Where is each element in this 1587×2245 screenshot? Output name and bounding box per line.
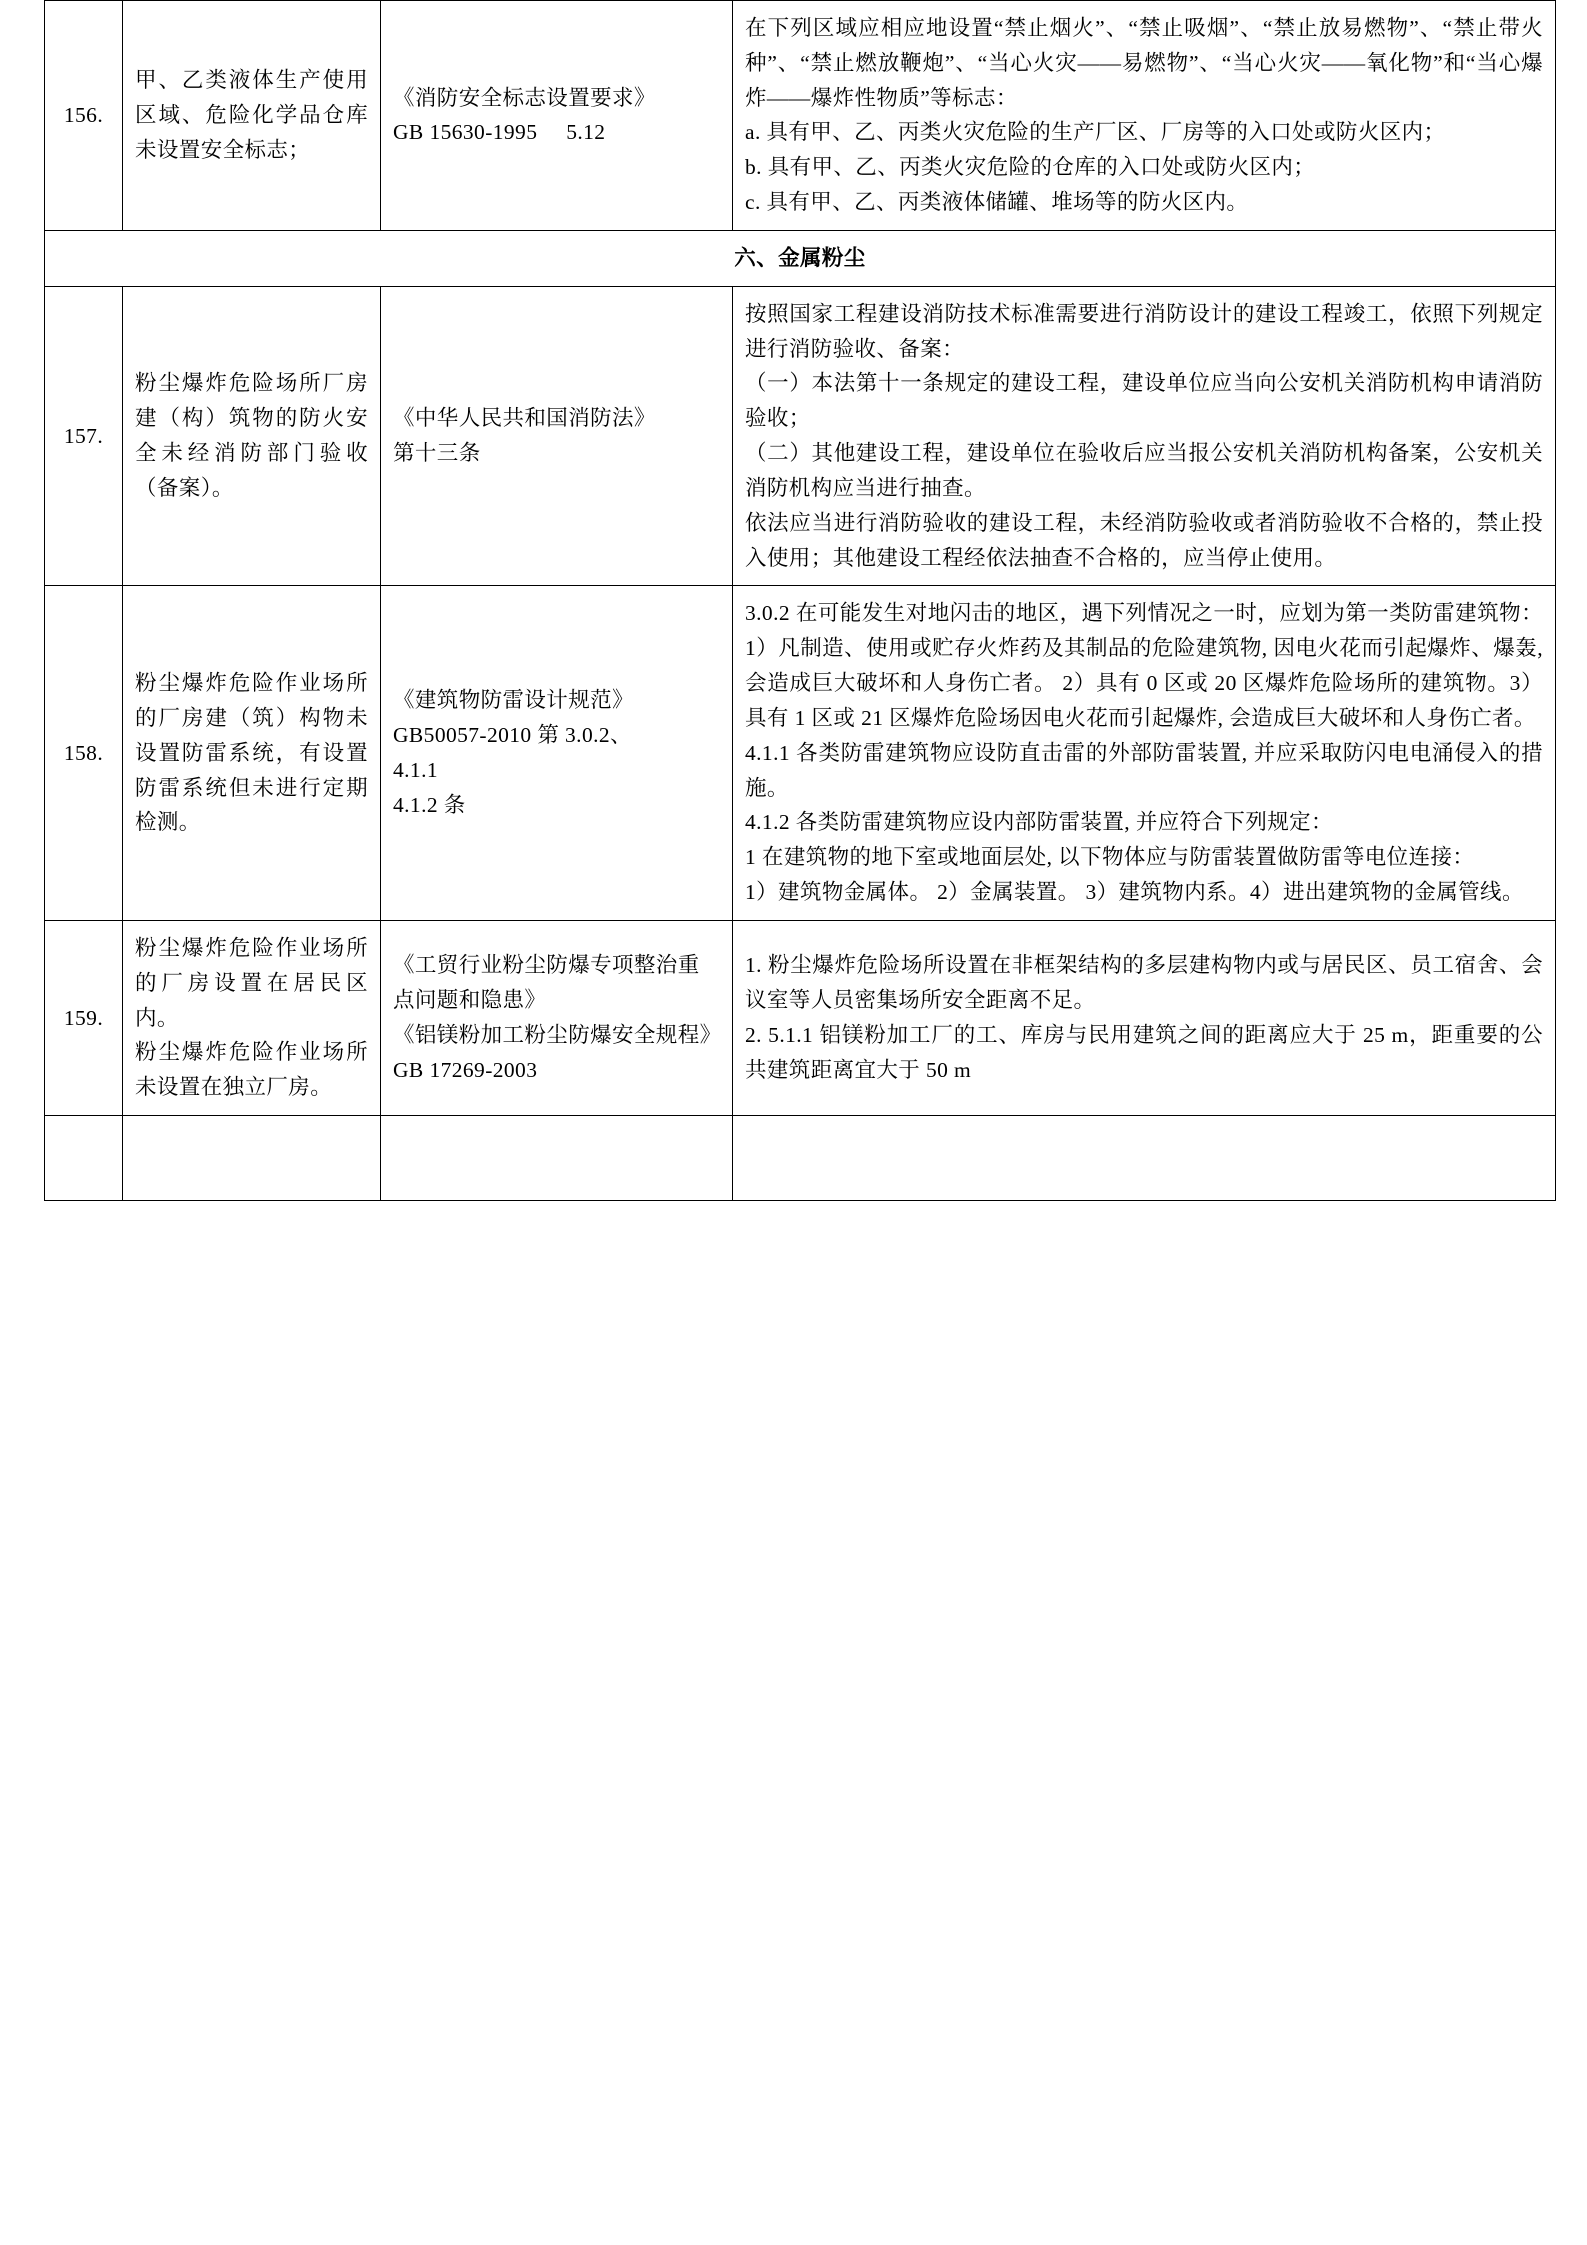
row-number: 159. [45, 920, 123, 1115]
row-reference [381, 920, 733, 1115]
section-header: 六、金属粉尘 [45, 230, 1556, 286]
item-line: 粉尘爆炸危险作业场所未设置在独立厂房。 [135, 1040, 368, 1100]
body-line: 在下列区域应相应地设置“禁止烟火”、“禁止吸烟”、“禁止放易燃物”、“禁止带火种”、“禁止燃放鞭炮”、“当心火灾——易燃物”、“当心火灾——氧化物”和“当心爆炸——爆炸性物质”等标志： [745, 16, 1543, 110]
row-reference [381, 1, 733, 231]
body-line: c. 具有甲、乙、丙类液体储罐、堆场等的防火区内。 [745, 190, 1249, 215]
row-body [733, 920, 1556, 1115]
body-line: 1 在建筑物的地下室或地面层处, 以下物体应与防雷装置做防雷等电位连接： [745, 845, 1475, 870]
body-line: b. 具有甲、乙、丙类火灾危险的仓库的入口处或防火区内； [745, 155, 1316, 180]
body-line: a. 具有甲、乙、丙类火灾危险的生产厂区、厂房等的入口处或防火区内； [745, 120, 1446, 145]
empty-cell-body [733, 1116, 1556, 1201]
table-row [45, 1, 1556, 231]
body-line: 4.1.2 各类防雷建筑物应设内部防雷装置, 并应符合下列规定： [745, 810, 1333, 835]
body-line: 3.0.2 在可能发生对地闪击的地区，遇下列情况之一时，应划为第一类防雷建筑物：1）凡制造、使用或贮存火炸药及其制品的危险建筑物, 因电火花而引起爆炸、爆轰, 会造成巨大破坏和人身伤亡者。 2）具有 0 区或 20 区爆炸危险场所的建筑物。3）具有 1 区或 21 区爆炸危险场因电火花而引起爆炸, 会造成巨大破坏和人身伤亡者。 [745, 601, 1543, 730]
empty-cell-reference [381, 1116, 733, 1201]
item-line: 粉尘爆炸危险作业场所的厂房设置在居民区内。 [135, 935, 368, 1030]
body-line: 2. 5.1.1 铝镁粉加工厂的工、库房与民用建筑之间的距离应大于 25 m，距重要的公共建筑距离宜大于 50 m [745, 1022, 1543, 1082]
table-row [45, 586, 1556, 920]
row-item: 甲、乙类液体生产使用区域、危险化学品仓库未设置安全标志； [123, 1, 381, 231]
body-line: （二）其他建设工程，建设单位在验收后应当报公安机关消防机构备案，公安机关消防机构应当进行抽查。 [745, 441, 1543, 500]
row-item: 粉尘爆炸危险场所厂房建（构）筑物的防火安全未经消防部门验收（备案）。 [123, 286, 381, 586]
body-line: 依法应当进行消防验收的建设工程，未经消防验收或者消防验收不合格的，禁止投入使用；其他建设工程经依法抽查不合格的，应当停止使用。 [745, 510, 1543, 570]
reference-line: 《中华人民共和国消防法》 [393, 406, 656, 431]
reference-line: 4.1.2 条 [393, 792, 466, 817]
table-row [45, 286, 1556, 586]
table-row [45, 920, 1556, 1115]
reference-line: 《铝镁粉加工粉尘防爆安全规程》GB 17269-2003 [393, 1022, 711, 1082]
row-number: 158. [45, 586, 123, 920]
empty-cell-number [45, 1116, 123, 1201]
row-item [123, 920, 381, 1115]
body-line: 4.1.1 各类防雷建筑物应设防直击雷的外部防雷装置, 并应采取防闪电电涌侵入的措施。 [745, 740, 1543, 800]
empty-cell-item [123, 1116, 381, 1201]
row-item: 粉尘爆炸危险作业场所的厂房建（筑）构物未设置防雷系统，有设置防雷系统但未进行定期检测。 [123, 586, 381, 920]
reference-line: GB50057-2010 第 3.0.2、 [393, 723, 632, 748]
regulation-table [44, 0, 1556, 1201]
reference-line: 第十三条 [393, 441, 481, 466]
reference-line: 4.1.1 [393, 758, 438, 783]
reference-line: 《工贸行业粉尘防爆专项整治重点问题和隐患》 [393, 953, 700, 1013]
body-line: 按照国家工程建设消防技术标准需要进行消防设计的建设工程竣工，依照下列规定进行消防验收、备案： [745, 301, 1543, 361]
reference-line: 《消防安全标志设置要求》 [393, 85, 656, 110]
body-line: 1）建筑物金属体。 2）金属装置。 3）建筑物内系。4）进出建筑物的金属管线。 [745, 880, 1524, 905]
reference-line: 《建筑物防雷设计规范》 [393, 688, 634, 713]
body-line: 1. 粉尘爆炸危险场所设置在非框架结构的多层建构物内或与居民区、员工宿舍、会议室等人员密集场所安全距离不足。 [745, 953, 1543, 1013]
body-line: （一）本法第十一条规定的建设工程，建设单位应当向公安机关消防机构申请消防验收； [745, 371, 1543, 431]
row-body [733, 1, 1556, 231]
row-body [733, 286, 1556, 586]
row-number: 157. [45, 286, 123, 586]
section-header-row [45, 230, 1556, 286]
row-reference [381, 586, 733, 920]
row-reference [381, 286, 733, 586]
table-row-empty [45, 1116, 1556, 1201]
row-body [733, 586, 1556, 920]
reference-line: GB 15630-1995 5.12 [393, 120, 606, 145]
row-number: 156. [45, 1, 123, 231]
